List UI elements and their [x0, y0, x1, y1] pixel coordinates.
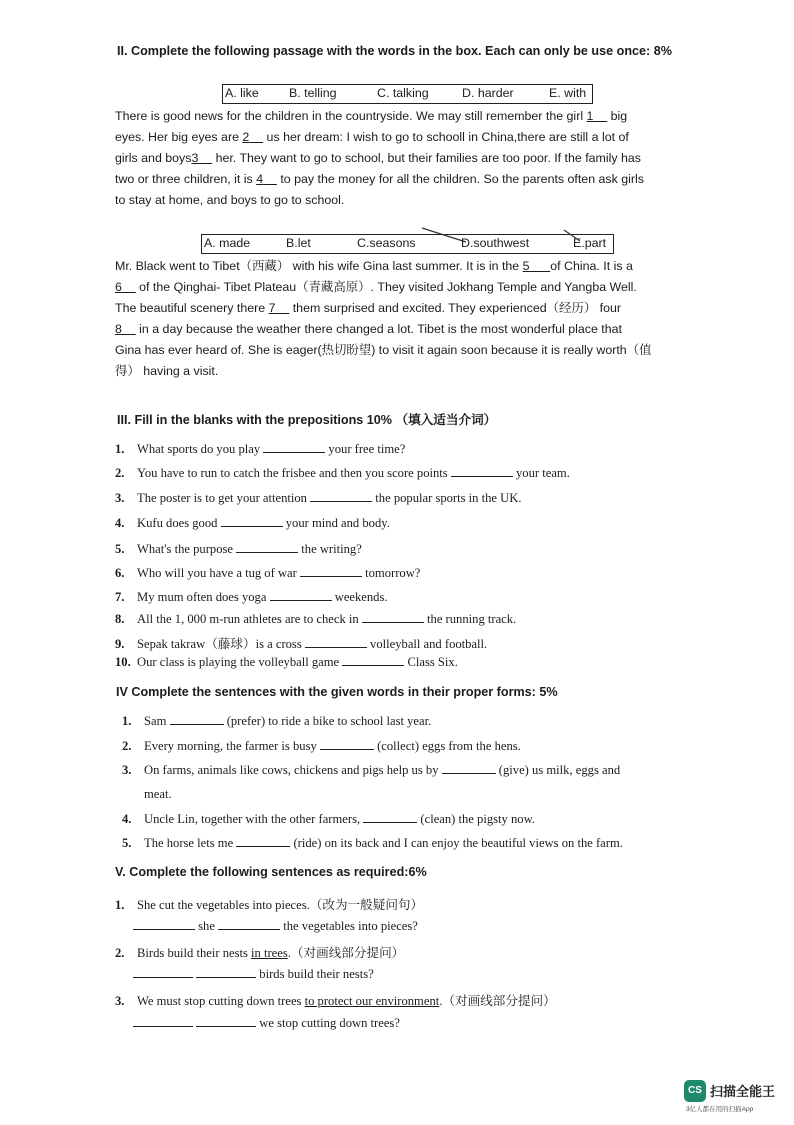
passage-text: The beautiful scenery there: [115, 301, 269, 315]
word-box-2-item: E.part: [573, 236, 607, 250]
word-box-2-item: A. made: [204, 236, 251, 250]
camscanner-watermark: [684, 1078, 784, 1114]
word-box-1-item: C. talking: [377, 86, 429, 100]
passage-text: to stay at home, and boys to go to school.: [115, 193, 345, 207]
passage-1: [115, 106, 644, 211]
s3-item-5: 5. What's the purpose the writing?: [115, 542, 362, 556]
passage-2: [115, 256, 651, 382]
blank-3: 3: [191, 151, 199, 165]
camscanner-logo-icon: CS: [684, 1080, 706, 1102]
pen-tick-marks: [420, 226, 610, 248]
s4-item-3-cont: meat.: [144, 787, 172, 801]
word-box-1-item: B. telling: [289, 86, 337, 100]
s3-item-6: 6. Who will you have a tug of war tomorrow?: [115, 566, 421, 580]
blank-7: 7: [268, 301, 276, 315]
passage-text: of the Qinghai- Tibet Plateau（青藏高原）. They visited Jokhang Temple and Yangba Well.: [135, 280, 637, 294]
s3-item-1: 1. What sports do you play your free time?: [115, 442, 406, 456]
blank-6: 6: [115, 280, 122, 294]
s4-item-2: 2. Every morning, the farmer is busy (collect) eggs from the hens.: [122, 739, 521, 753]
s3-item-4: 4. Kufu does good your mind and body.: [115, 516, 390, 530]
passage-text: to pay the money for all the children. So the parents often ask girls: [276, 172, 644, 186]
s5-q3-answer: we stop cutting down trees?: [133, 1015, 400, 1031]
section-5-heading: V. Complete the following sentences as required:6%: [115, 865, 427, 879]
watermark-brand: 扫描全能王: [710, 1084, 776, 1099]
blank-1: 1: [586, 109, 594, 123]
word-box-1-item: E. with: [549, 86, 587, 100]
blank-2: 2: [242, 130, 250, 144]
word-box-2-item: D.southwest: [461, 236, 530, 250]
passage-text: big: [607, 109, 628, 123]
passage-text: in a day because the weather there changed a lot. Tibet is the most wonderful place that: [135, 322, 622, 336]
s5-q1: 1. She cut the vegetables into pieces.（改为一般疑问句）: [115, 898, 424, 912]
s5-q3: 3. We must stop cutting down trees to protect our environment.（对画线部分提问）: [115, 994, 556, 1008]
s5-q1-answer: she the vegetables into pieces?: [133, 918, 418, 934]
passage-text: of China. It is a: [550, 259, 633, 273]
s4-item-3: 3. On farms, animals like cows, chickens and pigs help us by (give) us milk, eggs and: [122, 763, 621, 777]
watermark-tagline: 3亿人都在用的扫描App: [686, 1106, 754, 1113]
passage-text: There is good news for the children in the countryside. We may still remember the girl: [115, 109, 587, 123]
passage-text: Mr. Black went to Tibet（西藏） with his wife Gina last summer. It is in the: [115, 259, 523, 273]
passage-text: her. They want to go to school, but their families are too poor. If the family has: [212, 151, 641, 165]
passage-text: eyes. Her big eyes are: [115, 130, 243, 144]
passage-text: Gina has ever heard of. She is eager(热切盼望) to visit it again soon because it is really worth（值: [115, 343, 652, 357]
section-4-heading: IV Complete the sentences with the given words in their proper forms: 5%: [116, 685, 558, 699]
passage-text: two or three children, it is: [115, 172, 257, 186]
section-2-heading: II. Complete the following passage with the words in the box. Each can only be use once: 8%: [117, 44, 672, 58]
s3-item-3: 3. The poster is to get your attention the popular sports in the UK.: [115, 491, 522, 505]
blank-5: 5: [522, 259, 530, 273]
s3-item-9: 9. Sepak takraw（藤球）is a cross volleyball and football.: [115, 637, 488, 651]
passage-text: us her dream: I wish to go to schooll in China,there are still a lot of: [263, 130, 629, 144]
s5-q2: 2. Birds build their nests in trees.（对画线部分提问）: [115, 946, 405, 960]
section-3-heading: III. Fill in the blanks with the prepositions 10% （填入适当介词）: [117, 413, 497, 427]
s4-item-5: 5. The horse lets me (ride) on its back and I can enjoy the beautiful views on the farm.: [122, 836, 623, 850]
passage-text: 得） having a visit.: [115, 364, 219, 378]
passage-text: them surprised and excited. They experienced（经历） four: [289, 301, 622, 315]
s3-item-2: 2. You have to run to catch the frisbee and then you score points your team.: [115, 466, 570, 480]
word-box-1: [222, 84, 593, 104]
s3-item-10: 10. Our class is playing the volleyball game Class Six.: [115, 655, 458, 669]
s3-item-7: 7. My mum often does yoga weekends.: [115, 590, 388, 604]
s5-q2-answer: birds build their nests?: [133, 966, 374, 982]
word-box-1-item: D. harder: [462, 86, 514, 100]
s4-item-4: 4. Uncle Lin, together with the other farmers, (clean) the pigsty now.: [122, 812, 536, 826]
s4-item-1: 1. Sam (prefer) to ride a bike to school last year.: [122, 714, 432, 728]
passage-text: girls and boys: [115, 151, 192, 165]
word-box-1-item: A. like: [225, 86, 259, 100]
blank-4: 4: [256, 172, 264, 186]
blank-8: 8: [115, 322, 122, 336]
word-box-2-item: B.let: [286, 236, 311, 250]
word-box-2-item: C.seasons: [357, 236, 416, 250]
s3-item-8: 8. All the 1, 000 m-run athletes are to check in the running track.: [115, 612, 517, 626]
